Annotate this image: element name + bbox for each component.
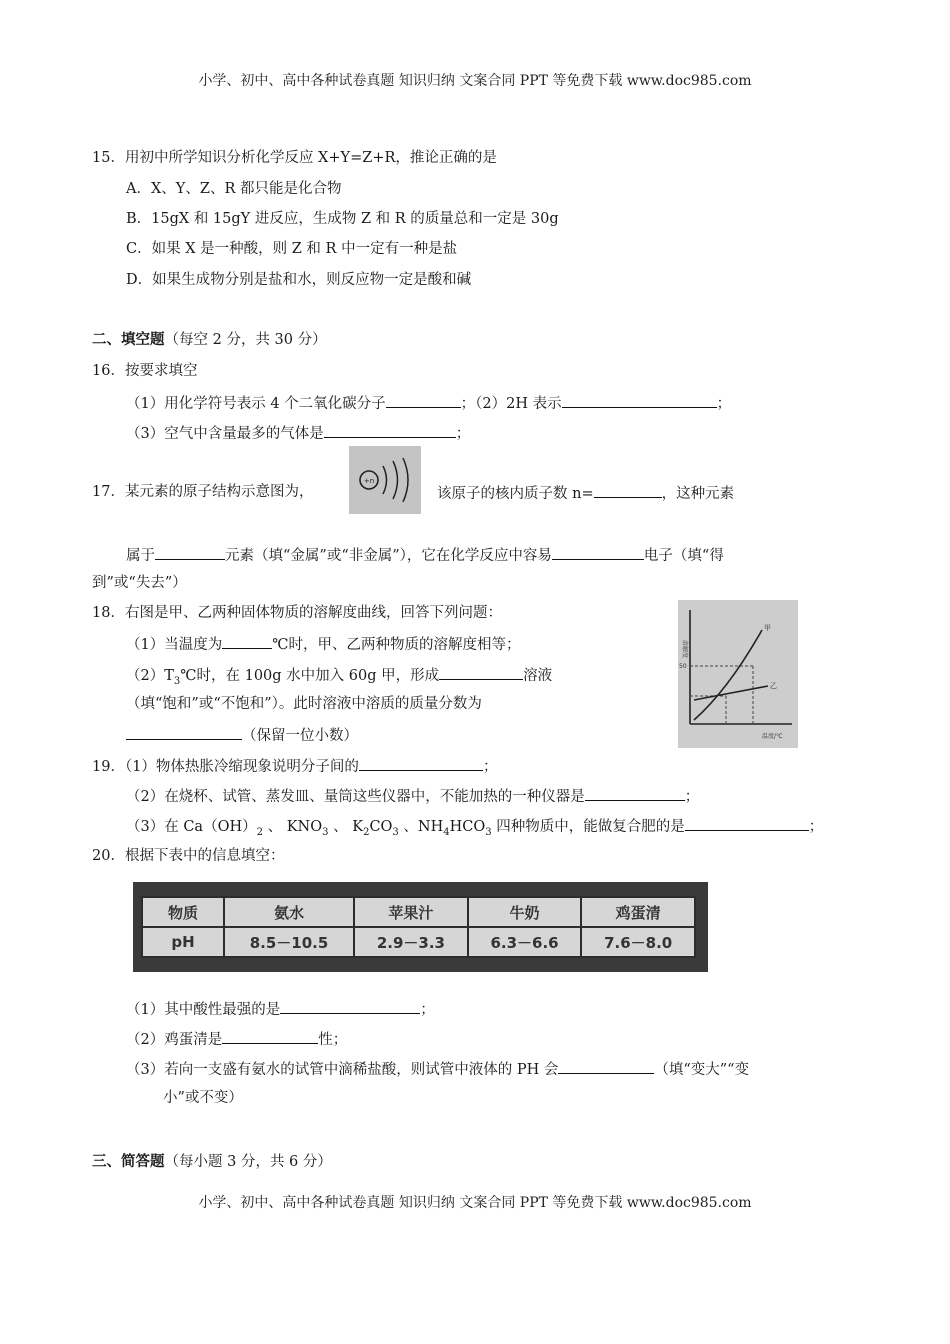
q16-blank-3[interactable] (324, 422, 456, 438)
q18-line-4 (126, 724, 358, 746)
q19-sub-1: 2 (256, 826, 263, 838)
q17-hint-text: 电子（填“得 (643, 548, 724, 564)
page-footer: 小学、初中、高中各种试卷真题 知识归纳 文案合同 PPT 等免费下载 www.doc985.com (198, 1195, 752, 1211)
q17-element-text: ，这种元素 (661, 486, 735, 502)
q19-ca-text: （3）在 Ca（OH） (126, 819, 257, 835)
q20-egg-text: （2）鸡蛋清是 (126, 1032, 223, 1048)
q19-co-text: CO (369, 819, 393, 835)
q18-line-3: （填“饱和”或“不饱和”）。此时溶液中溶质的质量分数为 (126, 696, 482, 712)
q20-ph-change-text: （3）若向一支盛有氨水的试管中滴稀盐酸，则试管中液体的 PH 会 (126, 1062, 559, 1078)
q19-k-text: 、 K (328, 819, 364, 835)
q15-option-b: B．15gX 和 15gY 进反应，生成物 Z 和 R 的质量总和一定是 30g (126, 211, 559, 227)
q19-sep-1: ； (482, 759, 498, 775)
section-3-heading (92, 1152, 332, 1172)
q20-blank-1[interactable] (280, 998, 420, 1014)
section-2-note: （每空 2 分，共 30 分） (164, 332, 327, 348)
page-header: 小学、初中、高中各种试卷真题 知识归纳 文案合同 PPT 等免费下载 www.doc985.com (198, 73, 752, 89)
ph-table-value-cell: 2.9－3.3 (354, 927, 468, 957)
section-2-title: 二、填空题 (92, 331, 165, 348)
ph-table-header-cell: 苹果汁 (354, 897, 468, 927)
q16-part-2-text: ；（2）2H 表示 (460, 396, 562, 412)
q18-blank-temp[interactable] (222, 633, 272, 649)
q20-blank-2[interactable] (222, 1028, 318, 1044)
q16-part-1-text: （1）用化学符号表示 4 个二氧化碳分子 (126, 396, 386, 412)
solubility-curve-svg (678, 600, 798, 748)
q18-round-text: （保留一位小数） (242, 728, 358, 744)
curve-yi-label: 乙 (770, 682, 777, 690)
q19-fertilizer-text: 四种物质中，能做复合肥的是 (491, 819, 685, 835)
q19-sub-2: 3 (322, 826, 329, 838)
ph-table-row-label: pH (142, 927, 224, 957)
q16-sep: ； (716, 396, 732, 412)
q17-proton-text: 该原子的核内质子数 n= (437, 486, 594, 502)
q20-line-1 (126, 998, 435, 1020)
q19-hco-text: HCO (449, 819, 486, 835)
q19-sub-6: 3 (485, 826, 492, 838)
q17-belongs-text: 属于 (126, 548, 155, 564)
graph-x-label: 温度/℃ (762, 733, 783, 740)
q18-solution-text: 溶液 (523, 668, 553, 684)
ph-table-header-row (142, 897, 695, 927)
ph-table-photo (133, 882, 708, 972)
q19-line-3 (126, 815, 823, 843)
graph-tick-50: 50 (679, 663, 687, 670)
q19-line-2 (126, 785, 699, 807)
ph-table-header-cell: 鸡蛋清 (581, 897, 695, 927)
q16-end: ； (455, 426, 471, 442)
q18-temp-text: （1）当温度为 (126, 637, 223, 653)
q19-instrument-text: （2）在烧杯、试管、蒸发皿、量筒这些仪器中，不能加热的一种仪器是 (126, 789, 585, 805)
q18-blank-solution[interactable] (439, 664, 523, 680)
q20-nature-text: 性； (318, 1032, 348, 1048)
q16-line-2 (126, 422, 470, 444)
atom-nucleus-label: +n (363, 477, 375, 485)
q20-stem: 20．根据下表中的信息填空： (92, 848, 285, 864)
atom-structure-diagram (349, 446, 421, 514)
q17-blank-electron[interactable] (552, 544, 644, 560)
q18-equal-text: ℃时，甲、乙两种物质的溶解度相等； (272, 637, 521, 653)
q20-blank-3[interactable] (558, 1058, 654, 1074)
q19-sep-3: ； (808, 819, 824, 835)
q16-part-3-text: （3）空气中含量最多的气体是 (126, 426, 324, 442)
q17-tendency-text: 元素（填“金属”或“非金属”），它在化学反应中容易 (225, 548, 552, 564)
q17-line-3: 到”或“失去”） (92, 575, 187, 591)
q18-t3-sub: 3 (173, 675, 181, 687)
q19-line-1 (92, 755, 497, 777)
q20-acid-text: （1）其中酸性最强的是 (126, 1002, 281, 1018)
q19-sep-2: ； (684, 789, 700, 805)
q18-line-2 (126, 664, 552, 692)
atom-structure-svg (349, 446, 421, 514)
ph-table-header-cell: 氨水 (224, 897, 354, 927)
q18-blank-fraction[interactable] (126, 724, 242, 740)
q20-sep-1: ； (420, 1002, 435, 1018)
ph-table-value-cell: 6.3－6.6 (468, 927, 582, 957)
q17-blank-proton[interactable] (594, 482, 662, 498)
ph-table (141, 896, 696, 958)
q19-blank-2[interactable] (585, 785, 685, 801)
q17-line-2 (126, 544, 724, 566)
q16-blank-1[interactable] (386, 392, 461, 408)
solubility-curve-figure (678, 600, 798, 748)
ph-table-value-row (142, 927, 695, 957)
ph-table-header-cell: 物质 (142, 897, 224, 927)
q20-line-4: 小”或不变） (163, 1090, 243, 1106)
q18-stem: 18．右图是甲、乙两种固体物质的溶解度曲线，回答下列问题： (92, 605, 502, 621)
q15-stem: 15．用初中所学知识分析化学反应 X+Y=Z+R，推论正确的是 (92, 150, 497, 166)
curve-jia (694, 630, 762, 720)
q19-sub-3: 2 (363, 826, 370, 838)
q20-line-3 (126, 1058, 749, 1080)
q18-t3-text: （2）T (126, 668, 174, 684)
q15-option-c: C．如果 X 是一种酸，则 Z 和 R 中一定有一种是盐 (126, 241, 458, 257)
q16-line-1 (126, 392, 731, 414)
q16-blank-2[interactable] (562, 392, 717, 408)
q15-option-d: D．如果生成物分别是盐和水，则反应物一定是酸和碱 (126, 272, 472, 288)
q20-line-2 (126, 1028, 347, 1050)
curve-jia-label: 甲 (764, 624, 771, 632)
q17-blank-type[interactable] (155, 544, 225, 560)
q20-hint-text: （填“变大”“变 (654, 1062, 750, 1078)
q19-molecule-text: 19．（1）物体热胀冷缩现象说明分子间的 (92, 759, 359, 775)
section-3-note: （每小题 3 分，共 6 分） (164, 1154, 332, 1170)
ph-table-header-cell: 牛奶 (468, 897, 582, 927)
q19-kno-text: 、 KNO (262, 819, 323, 835)
curve-yi (694, 686, 768, 700)
section-3-title: 三、简答题 (92, 1153, 165, 1170)
q15-option-a: A．X、Y、Z、R 都只能是化合物 (126, 181, 342, 197)
q17-line-1b (437, 482, 734, 504)
ph-table-value-cell: 8.5－10.5 (224, 927, 354, 957)
ph-table-value-cell: 7.6－8.0 (581, 927, 695, 957)
q19-blank-3[interactable] (685, 815, 809, 831)
q19-nh-text: 、NH (398, 819, 444, 835)
q19-blank-1[interactable] (359, 755, 483, 771)
q19-sub-5: 4 (443, 826, 450, 838)
q18-line-1 (126, 633, 520, 655)
q16-stem: 16．按要求填空 (92, 363, 198, 379)
q18-add-text: ℃时，在 100g 水中加入 60g 甲，形成 (180, 668, 440, 684)
q19-sub-4: 3 (392, 826, 399, 838)
graph-y-label: 溶解度 (681, 640, 688, 659)
section-2-heading (92, 330, 327, 350)
q17-line-1a: 17．某元素的原子结构示意图为， (92, 484, 314, 500)
